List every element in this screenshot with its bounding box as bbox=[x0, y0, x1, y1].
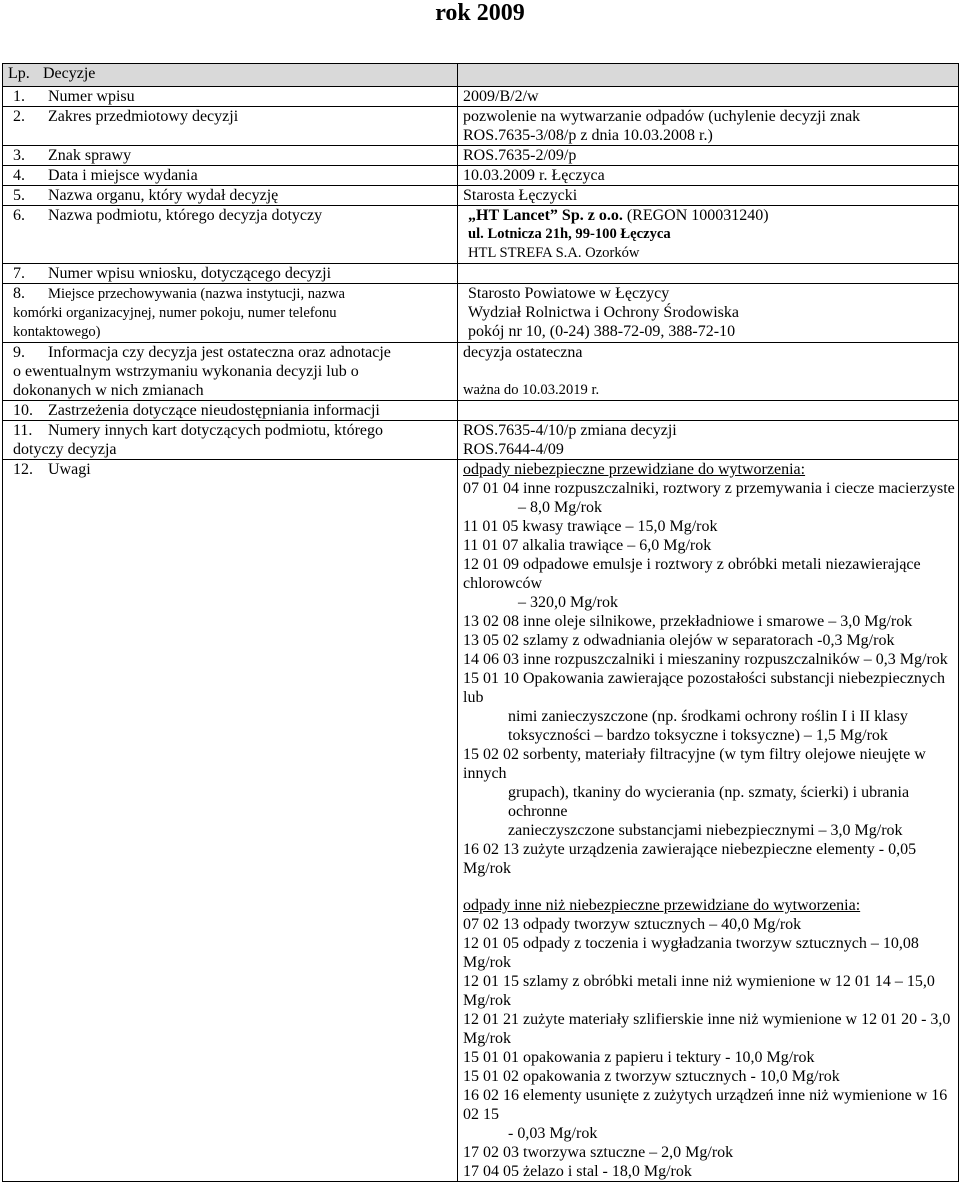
storage-place: Starosto Powiatowe w Łęczycy bbox=[468, 285, 670, 302]
header-decyzje: Decyzje bbox=[43, 65, 96, 82]
row-label: Uwagi bbox=[48, 461, 91, 478]
entity-branch: HTL STREFA S.A. Ozorków bbox=[468, 245, 640, 261]
row-value: ROS.7635-2/09/p bbox=[463, 147, 577, 164]
notes-cell bbox=[458, 460, 959, 1182]
decision-table bbox=[2, 63, 959, 1182]
table-row: 2. Zakres przedmiotowy decyzji pozwolenie na wytwarzanie odpadów (uchylenie decyzji znak ROS.7635-3/08/p z dnia 10.03.2008 r.) bbox=[3, 107, 959, 146]
waste-item: toksyczności – bardzo toksyczne i toksyczne) – 1,5 Mg/rok bbox=[508, 727, 888, 744]
related-card: ROS.7635-4/10/p zmiana decyzji bbox=[463, 422, 677, 439]
row-label: Informacja czy decyzja jest ostateczna oraz adnotacje bbox=[48, 344, 391, 361]
hazardous-header: odpady niebezpieczne przewidziane do wytworzenia: bbox=[463, 461, 806, 478]
waste-item: 15 02 02 sorbenty, materiały filtracyjne (w tym filtry olejowe nieujęte w innych bbox=[463, 746, 926, 782]
entity-address: ul. Lotnicza 21h, 99-100 Łęczyca bbox=[468, 226, 671, 242]
row-label: Zastrzeżenia dotyczące nieudostępniania informacji bbox=[48, 402, 380, 419]
table-row: 12. Uwagi odpady niebezpieczne przewidziane do wytworzenia: 07 01 04 inne rozpuszczalniki, roztwory z przemywania i ciecze macierzyste – 8,0 Mg/rok 11 01 05 kwasy trawiące – 15,0 Mg/rok 11 01 07 alkalia trawiące – 6,0 Mg/rok 12 01 09 odpadowe emulsje i roztwory z obróbki metali niezawierające chlorowców – 320,0 Mg/rok 13 02 08 inne oleje silnikowe, przekładniowe i smarowe – 3,0 Mg/rok 13 05 02 szlamy z odwadniania olejów w separatorach -0,3 Mg/rok 14 06 03 inne rozpuszczalniki i mieszaniny rozpuszczalników – 0,3 Mg/rok 15 01 10 Opakowania zawierające pozostałości substancji niebezpiecznych lub nimi zanieczyszczone (np. środkami ochrony roślin I i II klasy toksyczności – bardzo toksyczne i toksyczne) – 1,5 Mg/rok 15 02 02 sorbenty, materiały filtracyjne (w tym filtry olejowe nieujęte w innych grupach), tkaniny do wycierania (np. szmaty, ścierki) i ubrania ochronne zanieczyszczone substancjami niebezpiecznymi – 3,0 Mg/rok 16 02 13 zużyte urządzenia zawierające niebezpieczne elementy - 0,05 Mg/rok odpady inne niż niebezpieczne przewidziane do wytworzenia: 07 02 13 odpady tworzyw sztucznych – 40,0 Mg/rok 12 01 05 odpady z toczenia i wygładzania tworzyw sztucznych – 10,08 Mg/rok 12 01 15 szlamy z obróbki metali inne niż wymienione w 12 01 14 – 15,0 Mg/rok 12 01 21 zużyte materiały szlifierskie inne niż wymienione w 12 01 20 - 3,0 Mg/rok 15 01 01 opakowania z papieru i tektury - 10,0 Mg/rok 15 01 02 opakowania z tworzyw sztucznych - 10,0 Mg/rok 16 02 16 elementy usunięte z zużytych urządzeń inne niż wymienione w 16 02 15 - 0,03 Mg/rok 17 02 03 tworzywa sztuczne – 2,0 Mg/rok 17 04 05 żelazo i stal - 18,0 Mg/rok bbox=[3, 460, 959, 1182]
table-row: 7. Numer wpisu wniosku, dotyczącego decyzji bbox=[3, 264, 959, 284]
row-label: Nazwa organu, który wydał decyzję bbox=[48, 187, 279, 204]
table-row: 5. Nazwa organu, który wydał decyzję Starosta Łęczycki bbox=[3, 186, 959, 206]
waste-item: 13 05 02 szlamy z odwadniania olejów w separatorach -0,3 Mg/rok bbox=[463, 632, 895, 649]
waste-item: – 320,0 Mg/rok bbox=[518, 594, 618, 611]
table-row: 6. Nazwa podmiotu, którego decyzja dotyczy „HT Lancet” Sp. z o.o. (REGON 100031240) ul. Lotnicza 21h, 99-100 Łęczyca HTL STREFA S.A. Ozorków bbox=[3, 206, 959, 264]
table-header-row bbox=[3, 64, 959, 87]
waste-item: 12 01 05 odpady z toczenia i wygładzania tworzyw sztucznych – 10,08 Mg/rok bbox=[463, 935, 919, 971]
row-label: Numer wpisu wniosku, dotyczącego decyzji bbox=[48, 265, 332, 282]
waste-item: 16 02 13 zużyte urządzenia zawierające niebezpieczne elementy - 0,05 Mg/rok bbox=[463, 841, 917, 877]
waste-item: 11 01 05 kwasy trawiące – 15,0 Mg/rok bbox=[463, 518, 718, 535]
row-value: 2009/B/2/w bbox=[463, 88, 539, 105]
waste-item: nimi zanieczyszczone (np. środkami ochrony roślin I i II klasy bbox=[508, 708, 908, 725]
waste-item: 13 02 08 inne oleje silnikowe, przekładniowe i smarowe – 3,0 Mg/rok bbox=[463, 613, 913, 630]
waste-item: 16 02 16 elementy usunięte z zużytych urządzeń inne niż wymienione w 16 02 15 bbox=[463, 1087, 948, 1123]
row-label: kontaktowego) bbox=[13, 324, 101, 340]
waste-item: 11 01 07 alkalia trawiące – 6,0 Mg/rok bbox=[463, 537, 712, 554]
row-label: Zakres przedmiotowy decyzji bbox=[48, 108, 239, 125]
page-title: rok 2009 bbox=[435, 0, 525, 26]
waste-item: zanieczyszczone substancjami niebezpiecznymi – 3,0 Mg/rok bbox=[508, 822, 903, 839]
table-row: 11. Numery innych kart dotyczących podmiotu, którego dotyczy decyzja ROS.7635-4/10/p zmiana decyzji ROS.7644-4/09 bbox=[3, 421, 959, 460]
waste-item: 12 01 09 odpadowe emulsje i roztwory z obróbki metali niezawierające chlorowców bbox=[463, 556, 921, 592]
waste-item: 15 01 02 opakowania z tworzyw sztucznych - 10,0 Mg/rok bbox=[463, 1068, 840, 1085]
row-value: pozwolenie na wytwarzanie odpadów (uchylenie decyzji znak bbox=[463, 108, 861, 125]
waste-item: 07 01 04 inne rozpuszczalniki, roztwory z przemywania i ciecze macierzyste bbox=[463, 480, 955, 497]
row-value: 10.03.2009 r. Łęczyca bbox=[463, 167, 605, 184]
row-label: Nazwa podmiotu, którego decyzja dotyczy bbox=[48, 207, 323, 224]
row-label: o ewentualnym wstrzymaniu wykonania decyzji lub o bbox=[13, 363, 359, 380]
waste-item: - 0,03 Mg/rok bbox=[508, 1125, 598, 1142]
row-value: ROS.7635-3/08/p z dnia 10.03.2008 r.) bbox=[463, 127, 713, 144]
row-label: Numer wpisu bbox=[48, 88, 135, 105]
table-row: 10. Zastrzeżenia dotyczące nieudostępniania informacji bbox=[3, 401, 959, 421]
waste-item: grupach), tkaniny do wycierania (np. szmaty, ścierki) i ubrania ochronne bbox=[508, 784, 910, 820]
table-row: 3. Znak sprawy ROS.7635-2/09/p bbox=[3, 146, 959, 166]
table-row: 4. Data i miejsce wydania 10.03.2009 r. Łęczyca bbox=[3, 166, 959, 186]
entity-regon: (REGON 100031240) bbox=[622, 207, 769, 224]
waste-item: 15 01 10 Opakowania zawierające pozostałości substancji niebezpiecznych lub bbox=[463, 670, 946, 706]
row-label: Miejsce przechowywania (nazwa instytucji, nazwa bbox=[48, 286, 346, 302]
row-label: Znak sprawy bbox=[48, 147, 132, 164]
row-value: Starosta Łęczycki bbox=[463, 187, 578, 204]
final-status: decyzja ostateczna bbox=[463, 344, 583, 361]
row-label: dokonanych w nich zmianach bbox=[13, 382, 204, 399]
table-row: 9. Informacja czy decyzja jest ostateczna oraz adnotacje o ewentualnym wstrzymaniu wykonania decyzji lub o dokonanych w nich zmianach decyzja ostateczna ważna do 10.03.2019 r. bbox=[3, 343, 959, 401]
waste-item: 07 02 13 odpady tworzyw sztucznych – 40,0 Mg/rok bbox=[463, 916, 802, 933]
row-label: dotyczy decyzja bbox=[13, 441, 117, 458]
waste-item: 17 02 03 tworzywa sztuczne – 2,0 Mg/rok bbox=[463, 1144, 734, 1161]
storage-department: Wydział Rolnictwa i Ochrony Środowiska bbox=[468, 304, 739, 321]
other-header: odpady inne niż niebezpieczne przewidziane do wytworzenia: bbox=[463, 897, 861, 914]
waste-item: 17 04 05 żelazo i stal - 18,0 Mg/rok bbox=[463, 1163, 692, 1180]
row-label: komórki organizacyjnej, numer pokoju, numer telefonu bbox=[13, 305, 337, 321]
waste-item: 14 06 03 inne rozpuszczalniki i mieszaniny rozpuszczalników – 0,3 Mg/rok bbox=[463, 651, 948, 668]
table-row: 1. Numer wpisu 2009/B/2/w bbox=[3, 87, 959, 107]
waste-item: 12 01 21 zużyte materiały szlifierskie inne niż wymienione w 12 01 20 - 3,0 Mg/rok bbox=[463, 1011, 951, 1047]
waste-item: 12 01 15 szlamy z obróbki metali inne niż wymienione w 12 01 14 – 15,0 Mg/rok bbox=[463, 973, 935, 1009]
storage-room: pokój nr 10, (0-24) 388-72-09, 388-72-10 bbox=[468, 323, 736, 340]
row-label: Numery innych kart dotyczących podmiotu, którego bbox=[48, 422, 384, 439]
entity-name: „HT Lancet” Sp. z o.o. bbox=[468, 207, 623, 224]
table-row: 8. Miejsce przechowywania (nazwa instytucji, nazwa komórki organizacyjnej, numer pokoju, numer telefonu kontaktowego) Starosto Powiatowe w Łęczycy Wydział Rolnictwa i Ochrony Środowiska pokój nr 10, (0-24) 388-72-09, 388-72-10 bbox=[3, 284, 959, 343]
waste-item: – 8,0 Mg/rok bbox=[518, 499, 602, 516]
related-card: ROS.7644-4/09 bbox=[463, 441, 564, 458]
waste-item: 15 01 01 opakowania z papieru i tektury - 10,0 Mg/rok bbox=[463, 1049, 815, 1066]
valid-until: ważna do 10.03.2019 r. bbox=[463, 382, 600, 398]
header-lp: Lp. bbox=[8, 65, 30, 82]
row-label: Data i miejsce wydania bbox=[48, 167, 198, 184]
